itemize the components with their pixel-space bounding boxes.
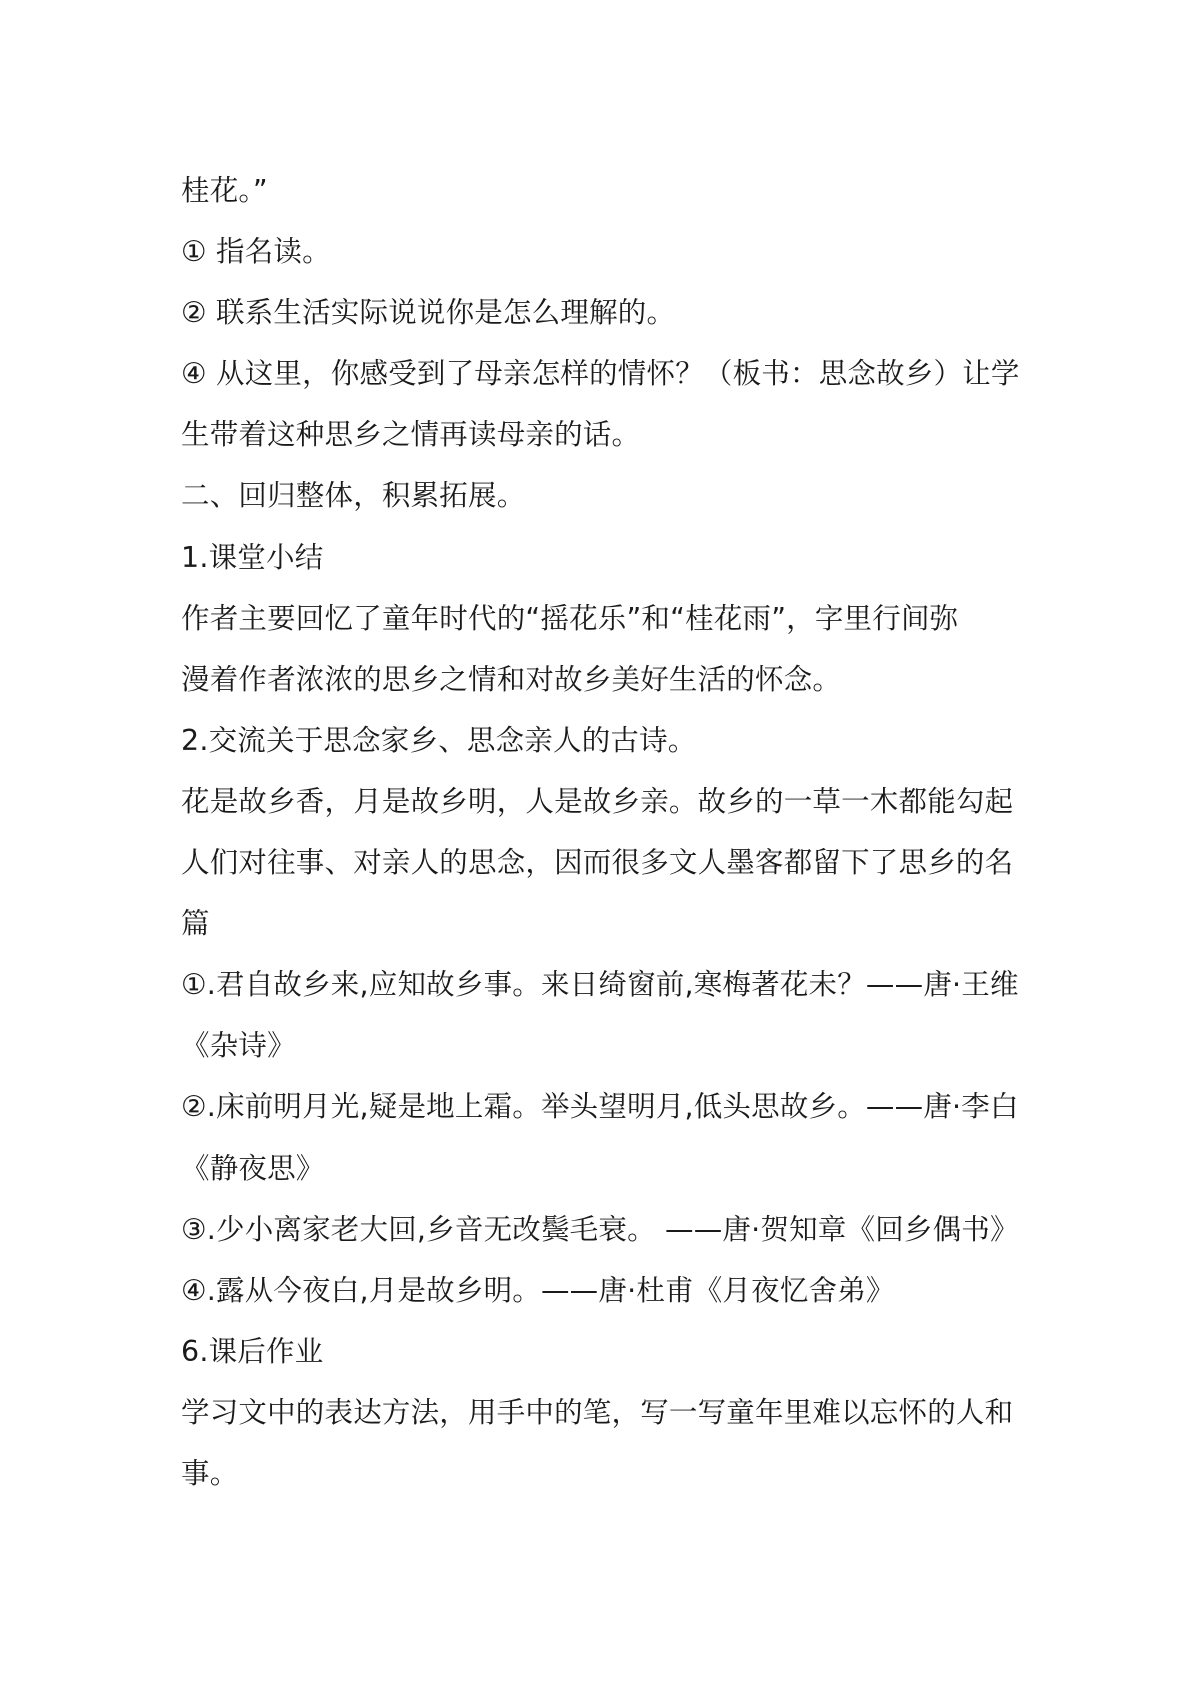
- text-line: ④ 从这里，你感受到了母亲怎样的情怀？（板书：思念故乡）让学: [181, 357, 1020, 391]
- text-line: 学习文中的表达方法，用手中的笔，写一写童年里难以忘怀的人和: [181, 1395, 1014, 1429]
- text-line: ② 联系生活实际说说你是怎么理解的。: [181, 296, 676, 330]
- text-line: 篇: [181, 907, 210, 941]
- poem-line: 《杂诗》: [181, 1029, 296, 1063]
- text-line: 桂花。”: [181, 174, 268, 207]
- document-body: [181, 160, 1020, 1504]
- text-line: 花是故乡香，月是故乡明，人是故乡亲。故乡的一草一木都能勾起: [181, 784, 1014, 818]
- poem-line: ②.床前明月光,疑是地上霜。举头望明月,低头思故乡。——唐·李白: [181, 1090, 1019, 1124]
- text-line: 漫着作者浓浓的思乡之情和对故乡美好生活的怀念。: [181, 662, 842, 696]
- text-line: 作者主要回忆了童年时代的“摇花乐”和“桂花雨”，字里行间弥: [181, 601, 959, 635]
- text-line: 生带着这种思乡之情再读母亲的话。: [181, 418, 641, 452]
- text-line: ① 指名读。: [181, 235, 331, 269]
- text-line: 事。: [181, 1456, 239, 1490]
- poem-line: ①.君自故乡来,应知故乡事。来日绮窗前,寒梅著花未？——唐·王维: [181, 968, 1019, 1002]
- poem-line: ④.露从今夜白,月是故乡明。——唐·杜甫《月夜忆舍弟》: [181, 1273, 895, 1307]
- text-line: 人们对往事、对亲人的思念，因而很多文人墨客都留下了思乡的名: [181, 846, 1014, 880]
- subsection-heading: 6.课后作业: [181, 1334, 324, 1368]
- subsection-heading: 1.课堂小结: [181, 540, 324, 574]
- poem-line: 《静夜思》: [181, 1151, 325, 1185]
- poem-line: ③.少小离家老大回,乡音无改鬓毛衰。 ——唐·贺知章《回乡偶书》: [181, 1212, 1019, 1246]
- subsection-heading: 2.交流关于思念家乡、思念亲人的古诗。: [181, 723, 697, 757]
- section-heading: 二、回归整体，积累拓展。: [181, 479, 526, 513]
